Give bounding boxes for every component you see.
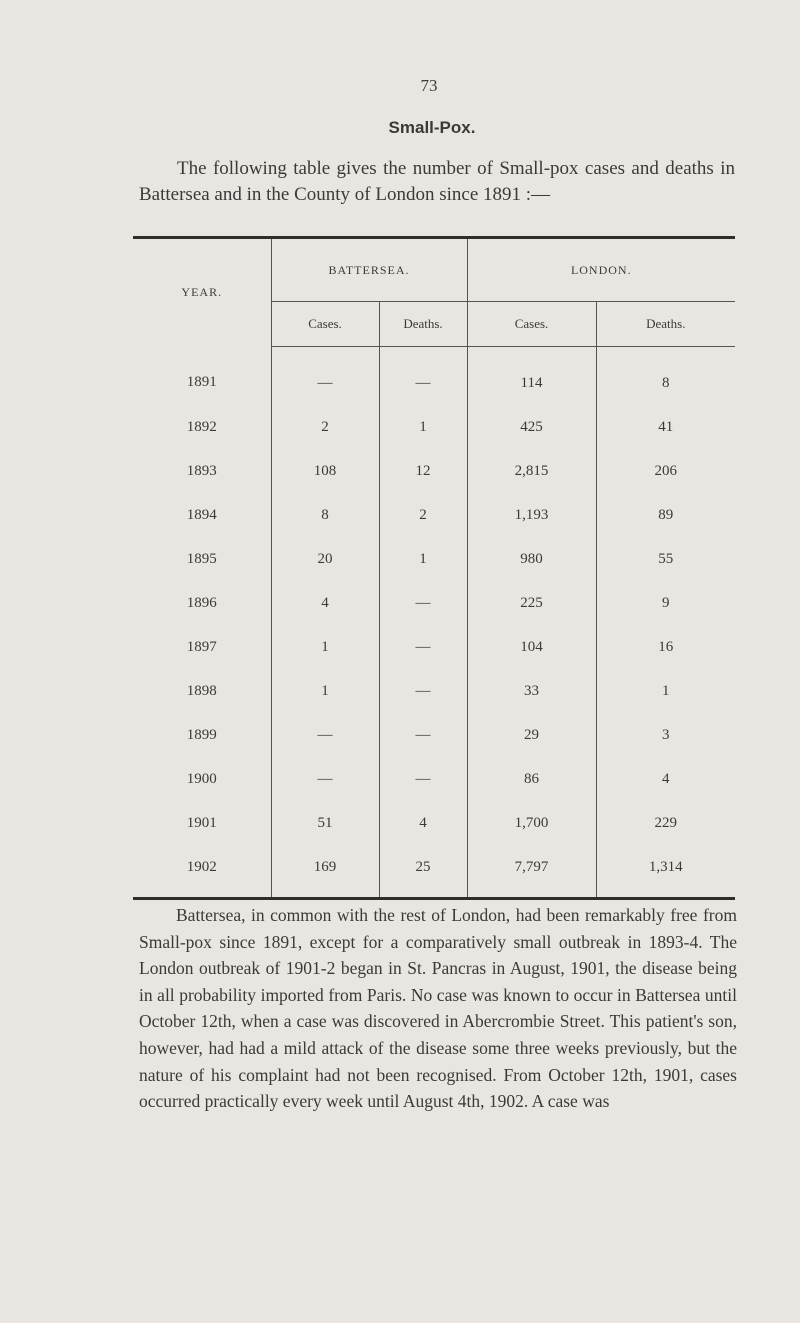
battersea-cases-cell: — [271,757,379,801]
table-row [133,669,735,713]
row-year-cell: 1896 [186,594,217,611]
battersea-deaths-cell: — [379,669,467,713]
row-year-cell: 1891 [186,374,217,391]
row-year-cell: 1898 [186,682,217,699]
table-row [133,537,735,581]
table-row [133,449,735,493]
battersea-cases-cell: 8 [271,493,379,537]
row-year-cell: 1902 [186,858,217,875]
battersea-cases-cell: — [271,713,379,757]
table-row [133,801,735,845]
intro-paragraph: The following table gives the number of Small-pox cases and deaths in Battersea and in the County of London since 1891 :— [139,158,735,205]
london-deaths-cell: 55 [596,537,735,581]
row-year-cell: 1900 [186,770,217,787]
london-cases-cell: 225 [467,581,596,625]
table-row [133,757,735,801]
london-cases-cell: 114 [467,347,596,406]
battersea-deaths-cell: 4 [379,801,467,845]
row-year-cell: 1897 [186,638,217,655]
london-cases-cell: 7,797 [467,845,596,899]
battersea-cases-cell: 4 [271,581,379,625]
battersea-cases-cell: 169 [271,845,379,899]
london-cases-cell: 29 [467,713,596,757]
london-cases-header: Cases. [467,302,596,347]
row-year-cell: 1893 [186,462,217,479]
battersea-cases-header: Cases. [271,302,379,347]
battersea-cases-cell: 51 [271,801,379,845]
battersea-deaths-cell: 12 [379,449,467,493]
table-row [133,713,735,757]
battersea-header: BATTERSEA. [271,238,467,302]
london-cases-cell: 104 [467,625,596,669]
london-cases-cell: 2,815 [467,449,596,493]
table-row [133,493,735,537]
battersea-deaths-cell: 1 [379,405,467,449]
london-cases-cell: 33 [467,669,596,713]
london-cases-cell: 1,193 [467,493,596,537]
smallpox-table [133,236,735,900]
london-deaths-cell: 229 [596,801,735,845]
london-deaths-cell: 206 [596,449,735,493]
battersea-deaths-header: Deaths. [379,302,467,347]
row-year-cell: 1895 [186,550,217,567]
smallpox-table-container [133,236,735,876]
section-heading: Small-Pox. [388,118,476,137]
body-paragraph: Battersea, in common with the rest of London, had been remarkably free from Small-pox since 1891, except for a comparatively small outbreak in 1893-4. The London outbreak of 1901-2 began in St. Pancras in August, 1901, the disease being in all probability imported from Paris. No case was known to occur in Battersea until October 12th, when a case was discovered in Abercrombie Street. This patient's son, however, had had a mild attack of the disease some three weeks previously, but the nature of his complaint had not been recognised. From October 12th, 1901, cases occurred practically every week until August 4th, 1902. A case was [139,905,737,1112]
london-deaths-cell: 1 [596,669,735,713]
table-row [133,347,735,406]
london-deaths-cell: 4 [596,757,735,801]
battersea-deaths-cell: 25 [379,845,467,899]
row-year-cell: 1892 [186,418,217,435]
row-year-cell: 1894 [186,506,217,523]
battersea-deaths-cell: — [379,347,467,406]
battersea-cases-cell: 108 [271,449,379,493]
battersea-deaths-cell: — [379,713,467,757]
row-year-cell: 1899 [186,726,217,743]
battersea-cases-cell: 1 [271,625,379,669]
table-body [133,347,735,899]
london-cases-cell: 1,700 [467,801,596,845]
table-row [133,405,735,449]
battersea-cases-cell: — [271,347,379,406]
battersea-cases-cell: 1 [271,669,379,713]
table-row [133,581,735,625]
battersea-deaths-cell: — [379,757,467,801]
london-deaths-cell: 41 [596,405,735,449]
london-deaths-cell: 89 [596,493,735,537]
year-header: YEAR. [181,285,223,300]
london-deaths-cell: 9 [596,581,735,625]
london-deaths-cell: 1,314 [596,845,735,899]
london-deaths-cell: 16 [596,625,735,669]
battersea-deaths-cell: 2 [379,493,467,537]
london-header: LONDON. [467,238,735,302]
row-year-cell: 1901 [186,814,217,831]
battersea-cases-cell: 20 [271,537,379,581]
london-cases-cell: 425 [467,405,596,449]
london-cases-cell: 980 [467,537,596,581]
battersea-deaths-cell: — [379,581,467,625]
london-deaths-cell: 3 [596,713,735,757]
battersea-deaths-cell: 1 [379,537,467,581]
london-deaths-header: Deaths. [596,302,735,347]
london-deaths-cell: 8 [596,347,735,406]
page-number: 73 [420,76,438,95]
battersea-deaths-cell: — [379,625,467,669]
london-cases-cell: 86 [467,757,596,801]
table-row [133,625,735,669]
battersea-cases-cell: 2 [271,405,379,449]
table-row [133,845,735,899]
